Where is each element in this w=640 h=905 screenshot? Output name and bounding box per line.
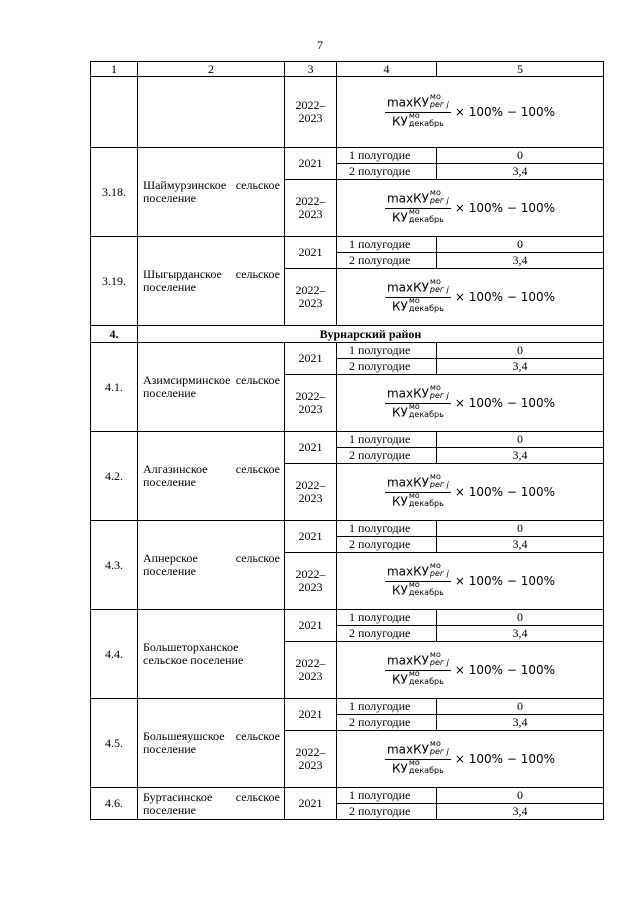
row-number: 3.19. xyxy=(91,237,138,326)
formula-numerator xyxy=(385,560,451,582)
value-cell: 0 xyxy=(437,699,604,715)
half-year-label: 2 полугодие xyxy=(337,804,437,820)
formula-tail: × 100% − 100% xyxy=(454,573,556,588)
formula-den-sub: декабрь xyxy=(408,303,444,313)
formula-num-sub: рег j xyxy=(429,284,449,294)
formula-num-sub: рег j xyxy=(429,99,449,109)
header-cell-4: 4 xyxy=(337,62,437,77)
formula-cell xyxy=(337,731,604,788)
half-year-label: 1 полугодие xyxy=(337,699,437,715)
year-cell: 2022– 2023 xyxy=(285,77,337,148)
formula-fraction xyxy=(385,738,451,777)
row-number: 4.3. xyxy=(91,521,138,610)
header-row xyxy=(91,62,604,77)
formula-numerator-text: maxКУ xyxy=(386,742,429,756)
formula-num-sup: мо xyxy=(429,382,441,392)
year-cell: 2022– 2023 xyxy=(285,180,337,237)
formula-tail: × 100% − 100% xyxy=(454,200,556,215)
formula-cell xyxy=(337,642,604,699)
year-cell: 2021 xyxy=(285,521,337,553)
formula-numerator xyxy=(385,276,451,298)
half-year-label: 2 полугодие xyxy=(337,537,437,553)
settlement-name: Шыгырданское сельское поселение xyxy=(138,237,285,326)
formula-denominator xyxy=(390,206,446,226)
formula-tail: × 100% − 100% xyxy=(454,662,556,677)
value-cell: 3,4 xyxy=(437,164,604,180)
header-cell-1: 1 xyxy=(91,62,138,77)
formula-numerator-text: maxКУ xyxy=(386,386,429,400)
settlement-name: Шаймурзинское сельское поселение xyxy=(138,148,285,237)
row-number: 4.5. xyxy=(91,699,138,788)
formula-numerator xyxy=(385,738,451,760)
formula-den-sub: декабрь xyxy=(408,118,444,128)
formula-den-sup: мо xyxy=(408,206,420,216)
formula-den-sub: декабрь xyxy=(408,676,444,686)
value-cell: 0 xyxy=(437,148,604,164)
half-year-label: 1 полугодие xyxy=(337,148,437,164)
formula-denominator xyxy=(390,401,446,421)
formula-denominator-text: КУ xyxy=(392,405,408,419)
formula-den-sup: мо xyxy=(408,110,420,120)
number-cell xyxy=(91,77,138,148)
value-cell: 3,4 xyxy=(437,715,604,731)
value-cell: 0 xyxy=(437,343,604,359)
row-number: 4.6. xyxy=(91,788,138,820)
settlement-name: Апнерское сельское поселение xyxy=(138,521,285,610)
formula-den-sup: мо xyxy=(408,757,420,767)
formula-den-sub: декабрь xyxy=(408,214,444,224)
year-cell: 2022– 2023 xyxy=(285,642,337,699)
formula-numerator xyxy=(385,91,451,113)
year-cell: 2021 xyxy=(285,699,337,731)
settlement-name: Большеторханское сельское поселение xyxy=(138,610,285,699)
half-year-label: 2 полугодие xyxy=(337,448,437,464)
region-name: Вурнарский район xyxy=(138,326,604,343)
formula-cell xyxy=(337,464,604,521)
formula-cell xyxy=(337,77,604,148)
value-cell: 0 xyxy=(437,521,604,537)
formula-cell xyxy=(337,553,604,610)
formula-denominator-text: КУ xyxy=(392,761,408,775)
formula-denominator-text: КУ xyxy=(392,114,408,128)
formula-numerator-text: maxКУ xyxy=(386,564,429,578)
year-cell: 2021 xyxy=(285,343,337,375)
year-cell: 2022– 2023 xyxy=(285,269,337,326)
formula-denominator xyxy=(390,668,446,688)
year-cell: 2021 xyxy=(285,788,337,820)
row-number: 4.4. xyxy=(91,610,138,699)
header-cell-2: 2 xyxy=(138,62,285,77)
formula xyxy=(337,642,603,698)
half-year-label: 1 полугодие xyxy=(337,610,437,626)
formula-denominator xyxy=(390,110,446,130)
settlement-name: Алгазинское сельское поселение xyxy=(138,432,285,521)
table-row xyxy=(91,521,604,537)
formula xyxy=(337,375,603,431)
table-row xyxy=(91,432,604,448)
formula-den-sup: мо xyxy=(408,668,420,678)
formula-fraction xyxy=(385,187,451,226)
formula-num-sub: рег j xyxy=(429,568,449,578)
formula-denominator xyxy=(390,490,446,510)
region-number: 4. xyxy=(91,326,138,343)
formula-numerator-text: maxКУ xyxy=(386,653,429,667)
formula-num-sup: мо xyxy=(429,649,441,659)
formula xyxy=(337,180,603,236)
year-cell: 2022– 2023 xyxy=(285,375,337,432)
formula-fraction xyxy=(385,91,451,130)
row-number: 3.18. xyxy=(91,148,138,237)
row-number: 4.2. xyxy=(91,432,138,521)
tariff-table xyxy=(90,61,604,820)
table-row xyxy=(91,148,604,164)
value-cell: 3,4 xyxy=(437,537,604,553)
formula xyxy=(337,464,603,520)
formula-fraction xyxy=(385,560,451,599)
formula-den-sup: мо xyxy=(408,579,420,589)
formula xyxy=(337,731,603,787)
table-row xyxy=(91,699,604,715)
half-year-label: 1 полугодие xyxy=(337,343,437,359)
formula-den-sub: декабрь xyxy=(408,765,444,775)
formula-denominator-text: КУ xyxy=(392,494,408,508)
formula-den-sub: декабрь xyxy=(408,587,444,597)
formula-tail: × 100% − 100% xyxy=(454,104,556,119)
formula-num-sub: рег j xyxy=(429,657,449,667)
formula-tail: × 100% − 100% xyxy=(454,289,556,304)
formula-denominator xyxy=(390,757,446,777)
half-year-label: 2 полугодие xyxy=(337,253,437,269)
formula-cell xyxy=(337,375,604,432)
formula-denominator-text: КУ xyxy=(392,672,408,686)
formula-den-sup: мо xyxy=(408,490,420,500)
formula-num-sup: мо xyxy=(429,91,441,101)
formula xyxy=(337,77,603,147)
header-cell-5: 5 xyxy=(437,62,604,77)
formula-cell xyxy=(337,180,604,237)
formula-tail: × 100% − 100% xyxy=(454,751,556,766)
table-row xyxy=(91,237,604,253)
formula-numerator xyxy=(385,649,451,671)
region-row xyxy=(91,326,604,343)
table-row xyxy=(91,610,604,626)
half-year-label: 2 полугодие xyxy=(337,626,437,642)
formula-num-sub: рег j xyxy=(429,390,449,400)
formula-num-sup: мо xyxy=(429,187,441,197)
formula-den-sup: мо xyxy=(408,295,420,305)
year-cell: 2022– 2023 xyxy=(285,464,337,521)
formula-tail: × 100% − 100% xyxy=(454,395,556,410)
value-cell: 3,4 xyxy=(437,626,604,642)
formula-fraction xyxy=(385,471,451,510)
year-cell: 2022– 2023 xyxy=(285,731,337,788)
formula-cell xyxy=(337,269,604,326)
formula-num-sup: мо xyxy=(429,276,441,286)
half-year-label: 2 полугодие xyxy=(337,359,437,375)
formula-fraction xyxy=(385,382,451,421)
table-row xyxy=(91,343,604,359)
value-cell: 0 xyxy=(437,788,604,804)
half-year-label: 1 полугодие xyxy=(337,237,437,253)
formula-num-sub: рег j xyxy=(429,746,449,756)
formula-denominator-text: КУ xyxy=(392,583,408,597)
value-cell: 3,4 xyxy=(437,253,604,269)
table-row xyxy=(91,788,604,804)
value-cell: 3,4 xyxy=(437,359,604,375)
year-cell: 2021 xyxy=(285,148,337,180)
formula-den-sup: мо xyxy=(408,401,420,411)
page-number: 7 xyxy=(317,38,323,52)
formula-numerator-text: maxКУ xyxy=(386,280,429,294)
settlement-name: Буртасинское сельское поселение xyxy=(138,788,285,820)
formula-numerator xyxy=(385,471,451,493)
year-cell: 2021 xyxy=(285,432,337,464)
formula-num-sup: мо xyxy=(429,471,441,481)
formula-num-sup: мо xyxy=(429,738,441,748)
formula-numerator-text: maxКУ xyxy=(386,95,429,109)
formula-numerator xyxy=(385,187,451,209)
formula-num-sub: рег j xyxy=(429,195,449,205)
formula-tail: × 100% − 100% xyxy=(454,484,556,499)
header-cell-3: 3 xyxy=(285,62,337,77)
value-cell: 0 xyxy=(437,237,604,253)
formula-fraction xyxy=(385,649,451,688)
half-year-label: 1 полугодие xyxy=(337,788,437,804)
table-row xyxy=(91,77,604,148)
row-number: 4.1. xyxy=(91,343,138,432)
formula-denominator xyxy=(390,295,446,315)
formula-numerator xyxy=(385,382,451,404)
formula-denominator-text: КУ xyxy=(392,210,408,224)
formula-num-sub: рег j xyxy=(429,479,449,489)
value-cell: 3,4 xyxy=(437,804,604,820)
name-cell xyxy=(138,77,285,148)
value-cell: 0 xyxy=(437,610,604,626)
year-cell: 2021 xyxy=(285,237,337,269)
half-year-label: 1 полугодие xyxy=(337,432,437,448)
half-year-label: 1 полугодие xyxy=(337,521,437,537)
half-year-label: 2 полугодие xyxy=(337,715,437,731)
year-cell: 2022– 2023 xyxy=(285,553,337,610)
formula-fraction xyxy=(385,276,451,315)
settlement-name: Большеяушское сельское поселение xyxy=(138,699,285,788)
settlement-name: Азимсирминское сельское поселение xyxy=(138,343,285,432)
year-cell: 2021 xyxy=(285,610,337,642)
half-year-label: 2 полугодие xyxy=(337,164,437,180)
formula-den-sub: декабрь xyxy=(408,498,444,508)
formula-numerator-text: maxКУ xyxy=(386,191,429,205)
formula-den-sub: декабрь xyxy=(408,409,444,419)
formula-numerator-text: maxКУ xyxy=(386,475,429,489)
value-cell: 3,4 xyxy=(437,448,604,464)
formula xyxy=(337,269,603,325)
formula-denominator-text: КУ xyxy=(392,299,408,313)
formula-num-sup: мо xyxy=(429,560,441,570)
value-cell: 0 xyxy=(437,432,604,448)
formula xyxy=(337,553,603,609)
formula-denominator xyxy=(390,579,446,599)
